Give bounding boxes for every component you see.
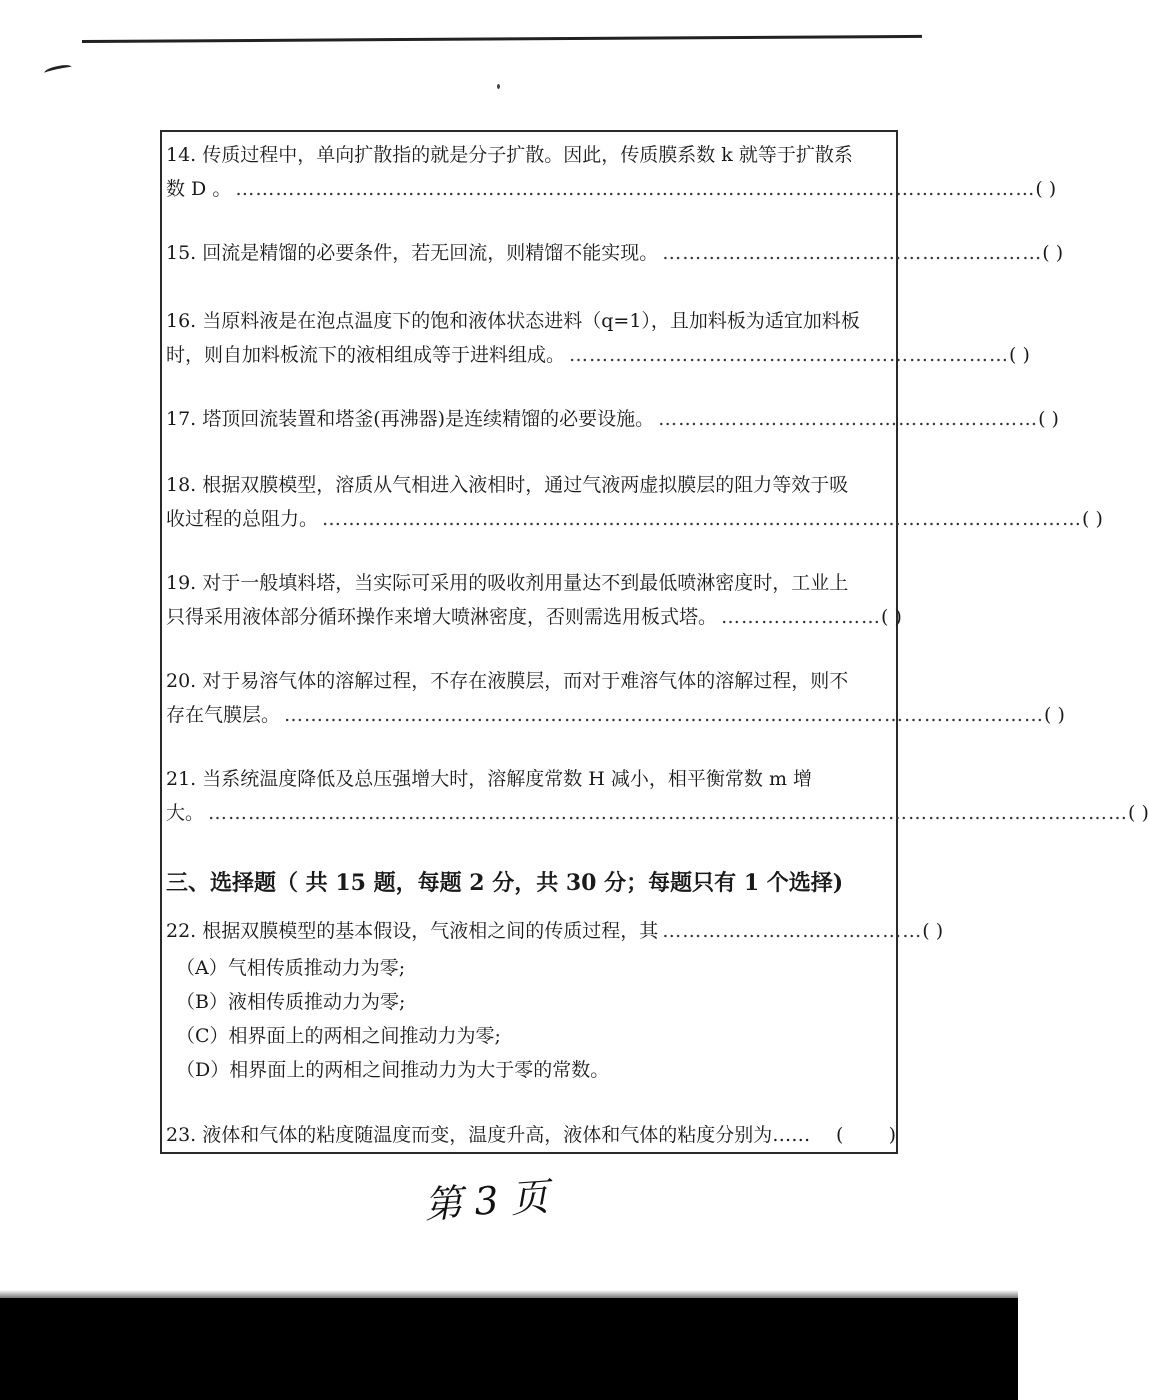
answer-blank[interactable]: ( ) (1044, 704, 1065, 726)
question-16-line1: 16. 当原料液是在泡点温度下的饱和液体状态进料（q=1），且加料板为适宜加料板 (166, 310, 860, 332)
answer-blank[interactable]: ( ) (1038, 408, 1059, 430)
leader-dots: ………………………………………………………………………………………………………………………… (208, 802, 1129, 824)
question-21-line2: 大。 (166, 802, 205, 824)
leader-dots: ………………………………………………………………………………………………………… (235, 178, 1036, 200)
top-rule (82, 35, 922, 43)
question-22 (166, 914, 944, 948)
question-19 (166, 566, 902, 634)
scan-background (0, 1298, 1018, 1400)
leader-dots: ………………………………………………………… (569, 344, 1010, 366)
answer-blank[interactable]: ( ) (1009, 344, 1030, 366)
question-19-line2: 只得采用液体部分循环操作来增大喷淋密度，否则需选用板式塔。 (166, 606, 718, 628)
question-18-line2: 收过程的总阻力。 (166, 508, 319, 530)
option-b: （B）液相传质推动力为零; (176, 991, 406, 1013)
leader-dots (814, 1118, 836, 1152)
page-number-handwritten: 第 3 页 (422, 1174, 550, 1228)
scan-speck (497, 84, 500, 89)
question-20-line2: 存在气膜层。 (166, 704, 281, 726)
leader-dots: …………………………………………………………………………………………………… (322, 508, 1083, 530)
answer-blank[interactable]: ( ) (1035, 178, 1057, 200)
question-17-line1: 17. 塔顶回流装置和塔釜(再沸器)是连续精馏的必要设施。 (166, 408, 655, 430)
question-14-line2: 数 D 。 (166, 178, 232, 200)
question-16 (166, 304, 1030, 372)
question-18-line1: 18. 根据双膜模型，溶质从气相进入液相时，通过气液两虚拟膜层的阻力等效于吸 (166, 474, 849, 496)
question-15-line1: 15. 回流是精馏的必要条件，若无回流，则精馏不能实现。 (166, 242, 659, 264)
question-21-line1: 21. 当系统温度降低及总压强增大时，溶解度常数 H 减小，相平衡常数 m 增 (166, 768, 813, 790)
section-title: 三、选择题（ 共 15 题，每题 2 分，共 30 分；每题只有 1 个选择) (166, 870, 844, 896)
option-d: （D）相界面上的两相之间推动力为大于零的常数。 (176, 1059, 610, 1081)
question-18 (166, 468, 1103, 536)
leader-dots: ………………………………… (662, 920, 923, 942)
question-15 (166, 236, 1064, 270)
leader-dots: ………………………………………………… (658, 408, 1039, 430)
answer-blank[interactable]: ( ) (881, 606, 902, 628)
leader-dots: …………………… (721, 606, 882, 628)
answer-blank[interactable]: ( ) (1128, 802, 1149, 824)
option-c: （C）相界面上的两相之间推动力为零; (176, 1025, 501, 1047)
question-20 (166, 664, 1065, 732)
answer-blank[interactable]: ( ) (922, 920, 944, 942)
question-21 (166, 762, 1149, 830)
answer-blank[interactable]: ( ) (1042, 242, 1064, 264)
question-22-stem: 22. 根据双膜模型的基本假设，气液相之间的传质过程，其 (166, 920, 659, 942)
question-23-stem: 23. 液体和气体的粘度随温度而变，温度升高，液体和气体的粘度分别为…… (166, 1124, 811, 1146)
question-14-line1: 14. 传质过程中，单向扩散指的就是分子扩散。因此，传质膜系数 k 就等于扩散系 (166, 144, 853, 166)
question-19-line1: 19. 对于一般填料塔，当实际可采用的吸收剂用量达不到最低喷淋密度时，工业上 (166, 572, 849, 594)
answer-blank[interactable]: ( ) (1082, 508, 1103, 530)
leader-dots: ………………………………………………… (662, 242, 1043, 264)
question-20-line1: 20. 对于易溶气体的溶解过程，不存在液膜层，而对于难溶气体的溶解过程，则不 (166, 670, 849, 692)
question-14 (166, 138, 1057, 206)
question-16-line2: 时，则自加料板流下的液相组成等于进料组成。 (166, 344, 566, 366)
question-23 (166, 1118, 896, 1152)
option-a: （A）气相传质推动力为零; (176, 957, 406, 979)
answer-blank[interactable]: ( ) (836, 1124, 896, 1146)
corner-mark (43, 63, 72, 77)
question-17 (166, 402, 1059, 436)
leader-dots: …………………………………………………………………………………………………… (284, 704, 1045, 726)
